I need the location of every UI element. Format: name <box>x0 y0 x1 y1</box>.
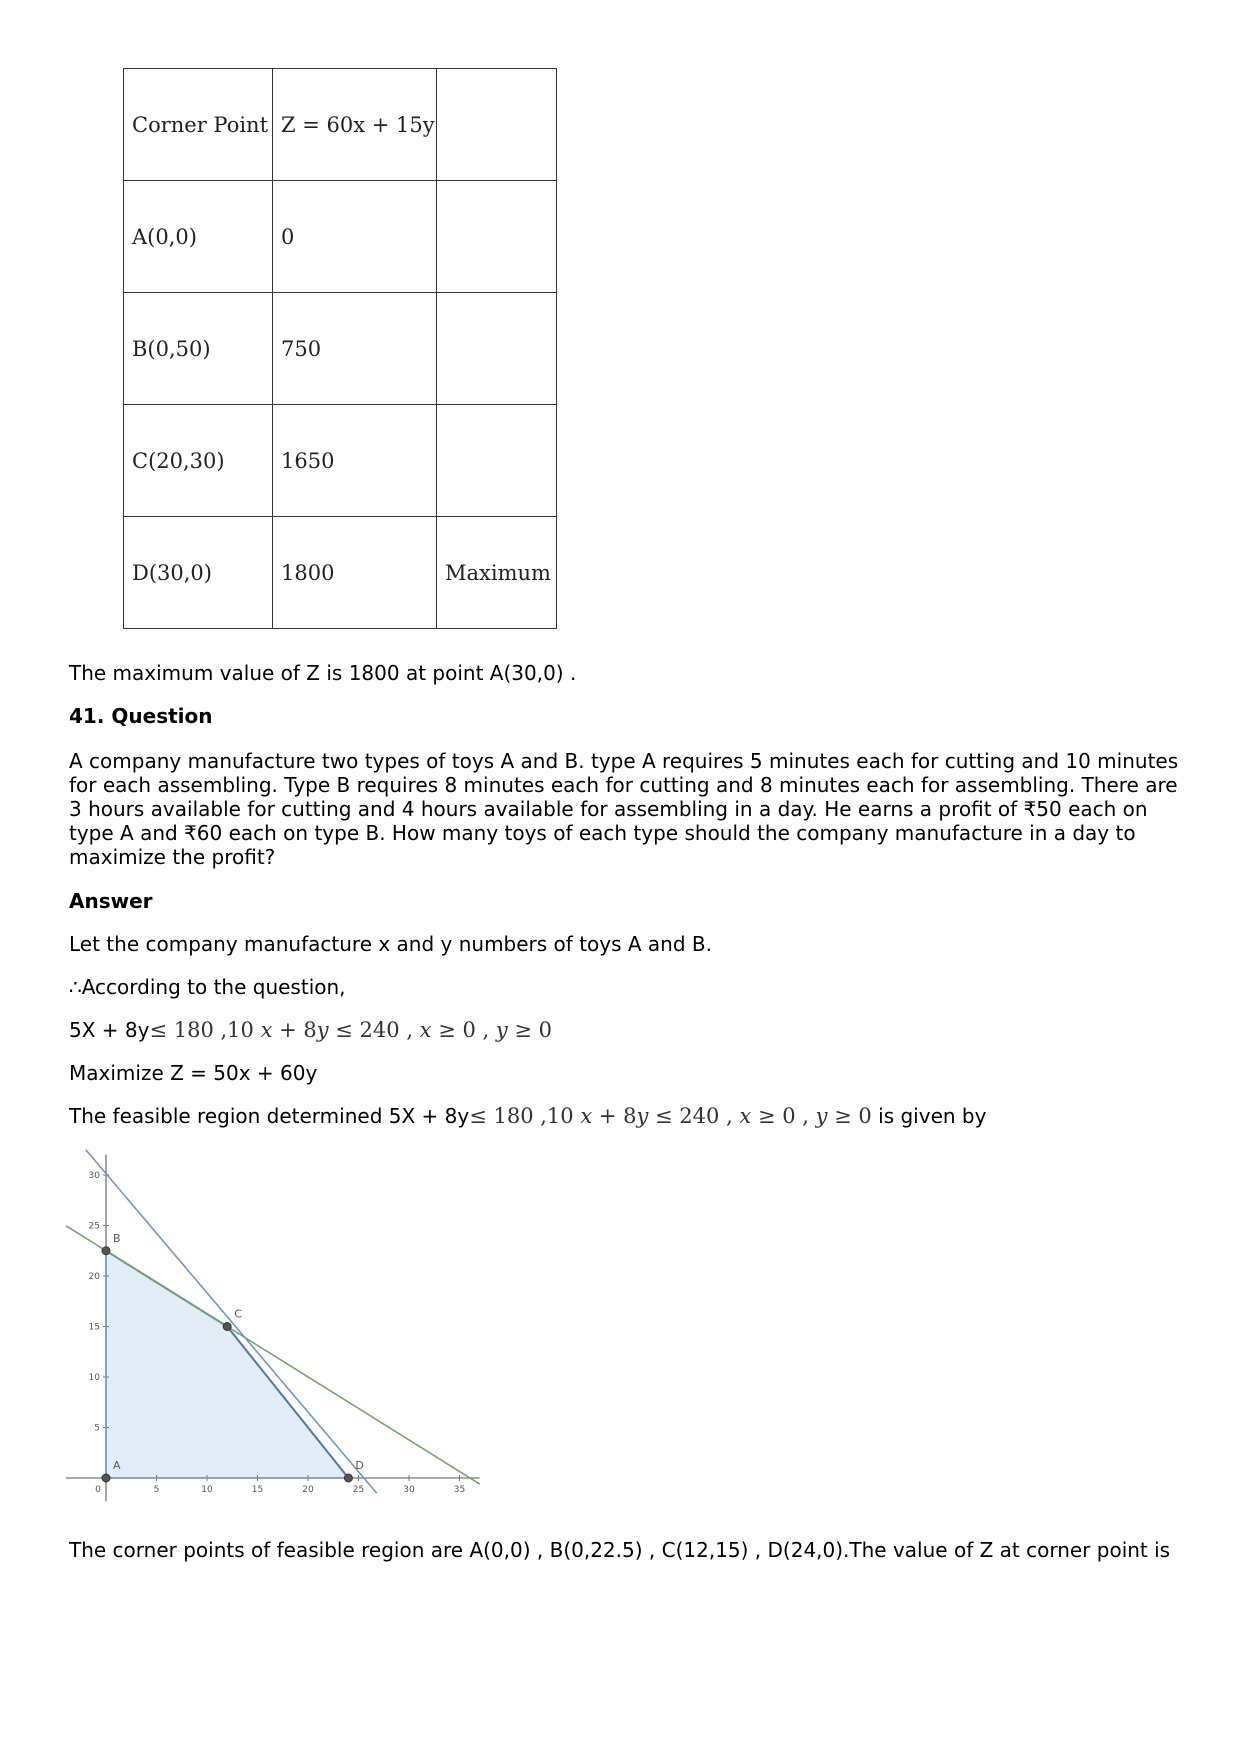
math-var: x <box>419 1018 432 1042</box>
math-var: y <box>495 1018 508 1042</box>
x-tick-label: 10 <box>201 1485 213 1495</box>
math-var: y <box>316 1018 329 1042</box>
corner-point-label: B <box>113 1231 121 1245</box>
feasible-region-graph <box>66 1148 486 1523</box>
math-part: ≤ 180 ,10 <box>469 1104 581 1128</box>
constraints-line <box>69 1018 552 1042</box>
x-tick-label: 15 <box>251 1485 264 1495</box>
question-body: A company manufacture two types of toys A and B. type A requires 5 minutes each for cutting and 10 minutes for each assembling. Type B requires 8 minutes each for cutting and 8 minutes each for assembling. There are 3 hours available for cutting and 4 hours available for assembling in a day. He earns a profit of ₹50 each on type A and ₹60 each on type B. How many toys of each type should the company manufacture in a day to maximize the profit? <box>69 749 1179 869</box>
corner-point-label: D <box>355 1459 364 1472</box>
corner-point-d <box>344 1474 352 1482</box>
corner-point-a <box>102 1474 110 1482</box>
table-cell: 1650 <box>273 405 437 517</box>
table-cell: 750 <box>273 293 437 405</box>
question-heading: 41. Question <box>69 704 213 728</box>
math-var: y <box>815 1104 828 1128</box>
corner-point-table <box>123 68 557 629</box>
x-tick-label: 25 <box>352 1485 365 1495</box>
table-row <box>124 293 557 405</box>
feasible-region <box>106 1251 348 1478</box>
x-tick-label: 35 <box>453 1485 466 1495</box>
feasible-region-line <box>69 1104 986 1128</box>
table-cell: B(0,50) <box>124 293 273 405</box>
table-cell: A(0,0) <box>124 181 273 293</box>
math-part: ≤ 240 , <box>648 1104 740 1128</box>
y-tick-label: 5 <box>94 1423 100 1434</box>
math-var: x <box>260 1018 273 1042</box>
maximize-statement: Maximize Z = 50x + 60y <box>69 1061 318 1085</box>
x-tick-label: 30 <box>403 1485 415 1495</box>
table-cell: 0 <box>273 181 437 293</box>
y-tick-label: 25 <box>88 1221 100 1232</box>
math-part: + 8 <box>592 1104 637 1128</box>
feasible-prefix: The feasible region determined 5X + 8y <box>69 1104 470 1128</box>
math-var: y <box>636 1104 649 1128</box>
corner-point-c <box>223 1323 231 1331</box>
math-part: ≤ 240 , <box>328 1018 420 1042</box>
table-header-cell: Z = 60x + 15y <box>273 69 437 181</box>
x-tick-label: 5 <box>153 1485 160 1495</box>
table-cell <box>437 293 557 405</box>
feasible-suffix: is given by <box>878 1104 987 1128</box>
table-header-cell: Corner Point <box>124 69 273 181</box>
table-cell <box>437 181 557 293</box>
corner-point-label: A <box>113 1459 121 1472</box>
constraint-prefix: 5X + 8y <box>69 1018 150 1042</box>
table-cell: D(30,0) <box>124 517 273 629</box>
table-cell: Maximum <box>437 517 557 629</box>
table-cell <box>437 405 557 517</box>
math-part: ≥ 0 , <box>751 1104 816 1128</box>
math-part: ≤ 180 ,10 <box>149 1018 261 1042</box>
y-tick-label: 15 <box>88 1322 100 1333</box>
math-part: ≥ 0 , <box>431 1018 496 1042</box>
math-part: ≥ 0 <box>507 1018 553 1042</box>
corner-point-b <box>102 1247 110 1255</box>
corner-points-statement: The corner points of feasible region are A(0,0) , B(0,22.5) , C(12,15) , D(24,0).The value of Z at corner point is <box>69 1538 1171 1562</box>
corner-point-label: C <box>234 1307 242 1321</box>
table-row <box>124 517 557 629</box>
max-value-statement: The maximum value of Z is 1800 at point A(30,0) . <box>69 661 577 685</box>
table-cell: C(20,30) <box>124 405 273 517</box>
math-var: x <box>739 1104 752 1128</box>
y-tick-label: 10 <box>88 1373 100 1383</box>
x-tick-label: 20 <box>302 1485 314 1495</box>
table-row <box>124 405 557 517</box>
table-row <box>124 181 557 293</box>
constraint-math <box>149 1018 552 1042</box>
y-tick-label: 20 <box>88 1272 100 1282</box>
table-header-cell <box>437 69 557 181</box>
feasible-math <box>469 1104 872 1128</box>
origin-label: 0 <box>95 1485 101 1495</box>
according-statement: ∴According to the question, <box>69 975 346 999</box>
answer-heading: Answer <box>69 889 153 913</box>
math-part: ≥ 0 <box>827 1104 872 1128</box>
y-tick-label: 30 <box>88 1171 100 1181</box>
math-var: x <box>580 1104 593 1128</box>
math-part: + 8 <box>272 1018 317 1042</box>
table-header-row <box>124 69 557 181</box>
table-cell: 1800 <box>273 517 437 629</box>
let-statement: Let the company manufacture x and y numbers of toys A and B. <box>69 932 712 956</box>
